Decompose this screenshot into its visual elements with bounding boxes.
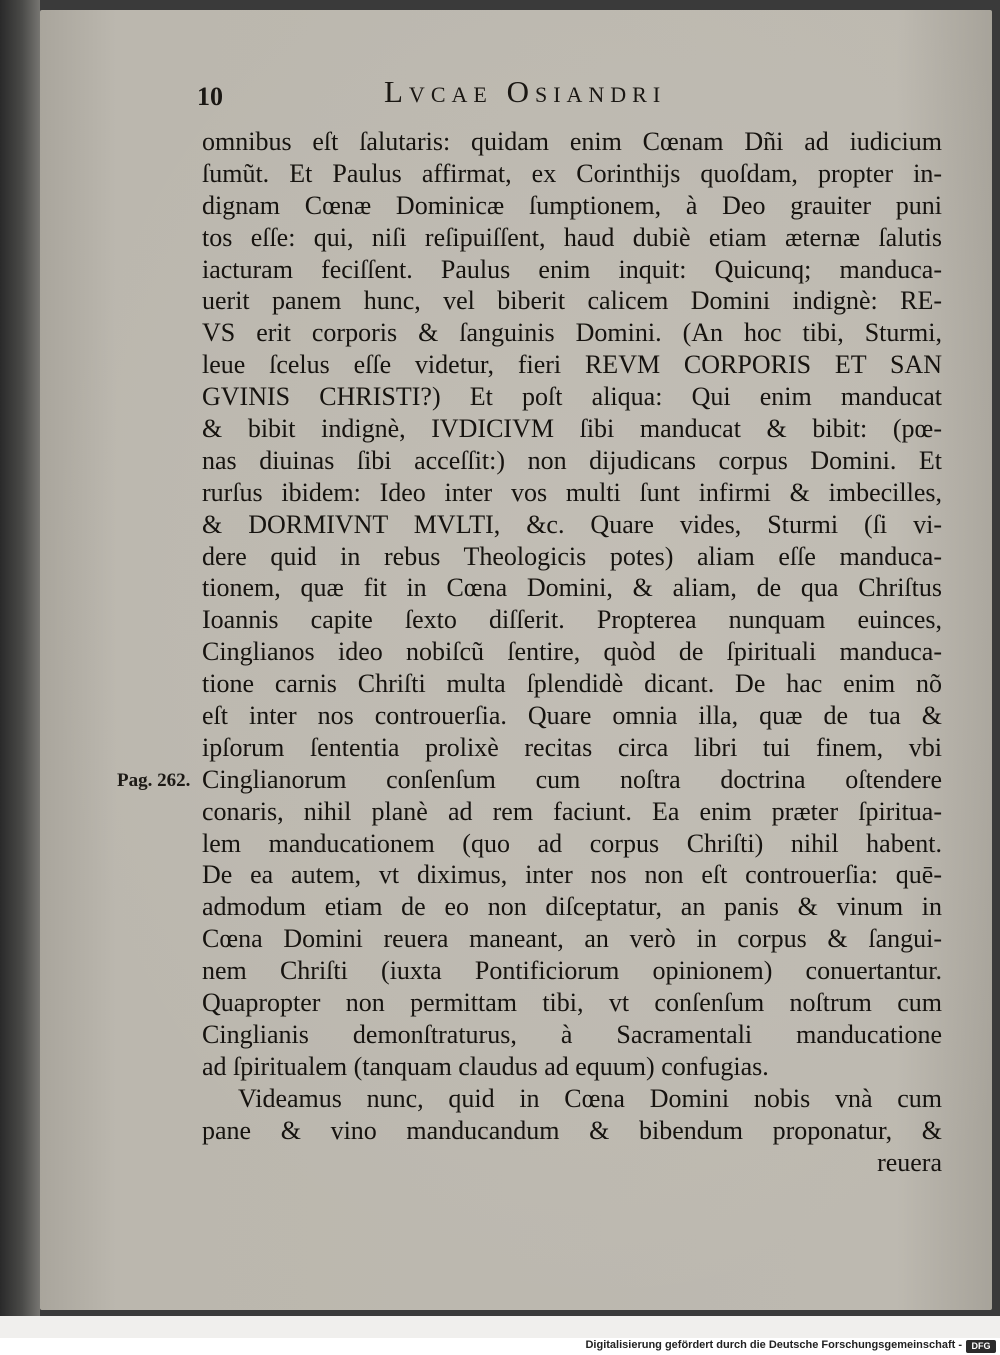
text-line: Videamus nunc, quid in Cœna Domini nobis vnà cum	[238, 1083, 942, 1113]
text-line: VS erit corporis & ſanguinis Domini. (An hoc tibi, Sturmi,	[202, 318, 942, 348]
page-number: 10	[197, 82, 223, 111]
text-line: eſt inter nos controuerſia. Quare omnia illa, quæ de tua &	[202, 701, 942, 731]
dfg-logo-icon: DFG	[966, 1340, 996, 1353]
text-line: Quapropter non permittam tibi, vt conſenſum noſtrum cum	[202, 988, 942, 1018]
text-line: omnibus eſt ſalutaris: quidam enim Cœnam Dñi ad iudicium	[202, 127, 942, 156]
text-line: tos eſſe: qui, niſi reſipuiſſent, haud dubiè etiam æternæ ſalutis	[202, 222, 942, 252]
text-line: De ea autem, vt diximus, inter nos non eſt controuerſia: quē-	[202, 860, 942, 890]
text-line: ipſorum ſententia prolixè recitas circa libri tui finem, vbi	[202, 732, 942, 762]
text-line: GVINIS CHRISTI?) Et poſt aliqua: Qui enim manducat	[202, 382, 942, 412]
text-line: & bibit indignè, IVDICIVM ſibi manducat & bibit: (pœ-	[202, 414, 942, 444]
footer-bar	[0, 1338, 1000, 1355]
text-line: leue ſcelus eſſe videtur, fieri REVM CORPORIS ET SAN	[202, 350, 942, 380]
text-line: conaris, nihil planè ad rem faciunt. Ea enim præter ſpiritua-	[202, 796, 942, 826]
text-line: dere quid in rebus Theologicis potes) aliam eſſe manduca-	[202, 541, 942, 571]
text-line: Cinglianorum conſenſum cum noſtra doctrina oſtendere	[202, 764, 942, 794]
text-line: pane & vino manducandum & bibendum proponatur, &	[202, 1115, 942, 1145]
text-line: nas diuinas ſibi acceſſit:) non dijudicans corpus Domini. Et	[202, 445, 942, 475]
text-line: & DORMIVNT MVLTI, &c. Quare vides, Sturmi (ſi vi-	[202, 509, 942, 539]
text-line: rurſus ibidem: Ideo inter vos multi ſunt infirmi & imbecilles,	[202, 477, 942, 507]
margin-note: Pag. 262.	[117, 770, 191, 791]
text-line: ad ſpiritualem (tanquam claudus ad equum) confugias.	[202, 1051, 769, 1081]
text-line: ſumũt. Et Paulus affirmat, ex Corinthijs quoſdam, propter in-	[202, 158, 942, 188]
body-text	[202, 126, 942, 1178]
text-line: tionem, quæ fit in Cœna Domini, & aliam, de qua Chriſtus	[202, 573, 942, 603]
text-line: dignam Cœnæ Dominicæ ſumptionem, à Deo grauiter puni	[202, 190, 942, 220]
running-head-title: Lvcae Osiandri	[384, 74, 667, 109]
text-line: Ioannis capite ſexto diſſerit. Propterea nunquam euinces,	[202, 605, 942, 635]
text-line: Cinglianis demonſtraturus, à Sacramentali manducatione	[202, 1019, 942, 1049]
text-line: uerit panem hunc, vel biberit calicem Domini indignè: RE-	[202, 286, 942, 316]
text-line: Cinglianos ideo nobiſcũ ſentire, quòd de ſpirituali manduca-	[202, 637, 942, 667]
book-gutter	[0, 0, 40, 1316]
text-line: tione carnis Chriſti multa ſplendidè dicant. De hac enim nõ	[202, 669, 942, 699]
text-line: nem Chriſti (iuxta Pontificiorum opinionem) conuertantur.	[202, 956, 942, 986]
text-line: iacturam feciſſent. Paulus enim inquit: Quicunq; manduca-	[202, 254, 942, 284]
footer-credit: Digitalisierung gefördert durch die Deutsche Forschungsgemeinschaft -	[585, 1339, 962, 1351]
text-line: admodum etiam de eo non diſceptatur, an panis & vinum in	[202, 892, 942, 922]
text-line: lem manducationem (quo ad corpus Chriſti) nihil habent.	[202, 828, 942, 858]
catchword: reuera	[877, 1147, 942, 1177]
text-line: Cœna Domini reuera maneant, an verò in corpus & ſangui-	[202, 924, 942, 954]
